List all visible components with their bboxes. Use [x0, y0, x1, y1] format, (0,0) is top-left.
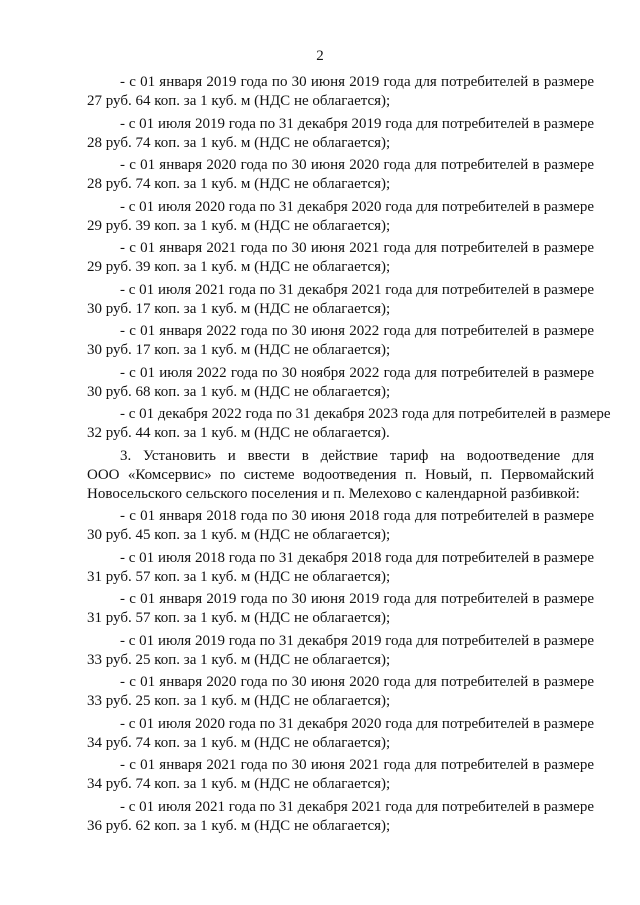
tariff-item: [87, 322, 594, 360]
tariff-item: [87, 590, 594, 628]
tariff-line: 34 руб. 74 коп. за 1 куб. м (НДС не облагается);: [87, 734, 391, 751]
tariff-line: - с 01 июля 2019 года по 31 декабря 2019 года для потребителей в размере: [120, 115, 594, 132]
tariff-line: 28 руб. 74 коп. за 1 куб. м (НДС не облагается);: [87, 176, 391, 192]
section-3-line: ООО «Комсервис» по системе водоотведения п. Новый, п. Первомайский: [87, 466, 594, 483]
tariff-item: [87, 507, 594, 545]
tariff-line: - с 01 января 2018 года по 30 июня 2018 года для потребителей в размере: [120, 508, 594, 524]
tariff-line: 30 руб. 17 коп. за 1 куб. м (НДС не облагается);: [87, 300, 391, 317]
tariff-line: - с 01 января 2021 года по 30 июня 2021 года для потребителей в размере: [120, 757, 594, 773]
tariff-item: [87, 198, 594, 236]
tariff-item: [87, 715, 594, 753]
document-body: [87, 73, 611, 839]
tariff-item: [87, 364, 594, 402]
tariff-line: - с 01 июля 2020 года по 31 декабря 2020 года для потребителей в размере: [120, 715, 594, 732]
tariff-line: 29 руб. 39 коп. за 1 куб. м (НДС не облагается);: [87, 217, 391, 234]
tariff-line: 34 руб. 74 коп. за 1 куб. м (НДС не облагается);: [87, 776, 391, 792]
tariff-line: 29 руб. 39 коп. за 1 куб. м (НДС не облагается);: [87, 259, 391, 275]
tariff-line: - с 01 июля 2021 года по 31 декабря 2021 года для потребителей в размере: [120, 281, 594, 298]
tariff-line: - с 01 января 2021 года по 30 июня 2021 года для потребителей в размере: [120, 240, 594, 256]
tariff-line: - с 01 января 2022 года по 30 июня 2022 года для потребителей в размере: [120, 323, 594, 339]
tariff-line: 31 руб. 57 коп. за 1 куб. м (НДС не облагается);: [87, 568, 391, 585]
tariff-line: 30 руб. 68 коп. за 1 куб. м (НДС не облагается);: [87, 383, 391, 400]
tariff-item: [87, 239, 594, 277]
tariff-line: 31 руб. 57 коп. за 1 куб. м (НДС не облагается);: [87, 610, 391, 626]
tariff-line: - с 01 января 2019 года по 30 июня 2019 года для потребителей в размере: [120, 74, 594, 90]
tariff-item: [87, 281, 594, 319]
tariff-item: [87, 756, 594, 794]
tariff-line: 30 руб. 45 коп. за 1 куб. м (НДС не облагается);: [87, 527, 391, 543]
tariff-line: - с 01 июля 2022 года по 30 ноября 2022 года для потребителей в размере: [120, 364, 594, 381]
tariff-line: 28 руб. 74 коп. за 1 куб. м (НДС не облагается);: [87, 134, 391, 151]
tariff-line: 33 руб. 25 коп. за 1 куб. м (НДС не облагается);: [87, 651, 391, 668]
tariff-line: - с 01 января 2020 года по 30 июня 2020 года для потребителей в размере: [120, 674, 594, 690]
tariff-item: [87, 549, 594, 587]
page-number: 2: [316, 48, 324, 64]
tariff-item: [87, 73, 594, 111]
tariff-item: [87, 632, 594, 670]
section-3-paragraph: [87, 447, 594, 504]
tariff-item: [87, 405, 611, 443]
tariff-line: - с 01 июля 2021 года по 31 декабря 2021 года для потребителей в размере: [120, 798, 594, 815]
tariff-line: - с 01 января 2020 года по 30 июня 2020 года для потребителей в размере: [120, 157, 594, 173]
tariff-item: [87, 798, 594, 836]
tariff-line: 30 руб. 17 коп. за 1 куб. м (НДС не облагается);: [87, 342, 391, 358]
tariff-line: - с 01 июля 2020 года по 31 декабря 2020 года для потребителей в размере: [120, 198, 594, 215]
section-3-line: Новосельского сельского поселения и п. Мелехово с календарной разбивкой:: [87, 485, 580, 502]
tariff-item: [87, 673, 594, 711]
tariff-line: - с 01 января 2019 года по 30 июня 2019 года для потребителей в размере: [120, 591, 594, 607]
tariff-line: - с 01 июля 2019 года по 31 декабря 2019 года для потребителей в размере: [120, 632, 594, 649]
tariff-line: - с 01 декабря 2022 года по 31 декабря 2023 года для потребителей в размере: [120, 406, 611, 422]
tariff-line: - с 01 июля 2018 года по 31 декабря 2018 года для потребителей в размере: [120, 549, 594, 566]
tariff-line: 33 руб. 25 коп. за 1 куб. м (НДС не облагается);: [87, 693, 391, 709]
tariff-line: 36 руб. 62 коп. за 1 куб. м (НДС не облагается);: [87, 817, 391, 834]
tariff-line: 32 руб. 44 коп. за 1 куб. м (НДС не облагается).: [87, 425, 390, 441]
tariff-line: 27 руб. 64 коп. за 1 куб. м (НДС не облагается);: [87, 93, 391, 109]
tariff-item: [87, 156, 594, 194]
tariff-item: [87, 115, 594, 153]
section-3-line: 3. Установить и ввести в действие тариф на водоотведение для: [120, 447, 594, 464]
